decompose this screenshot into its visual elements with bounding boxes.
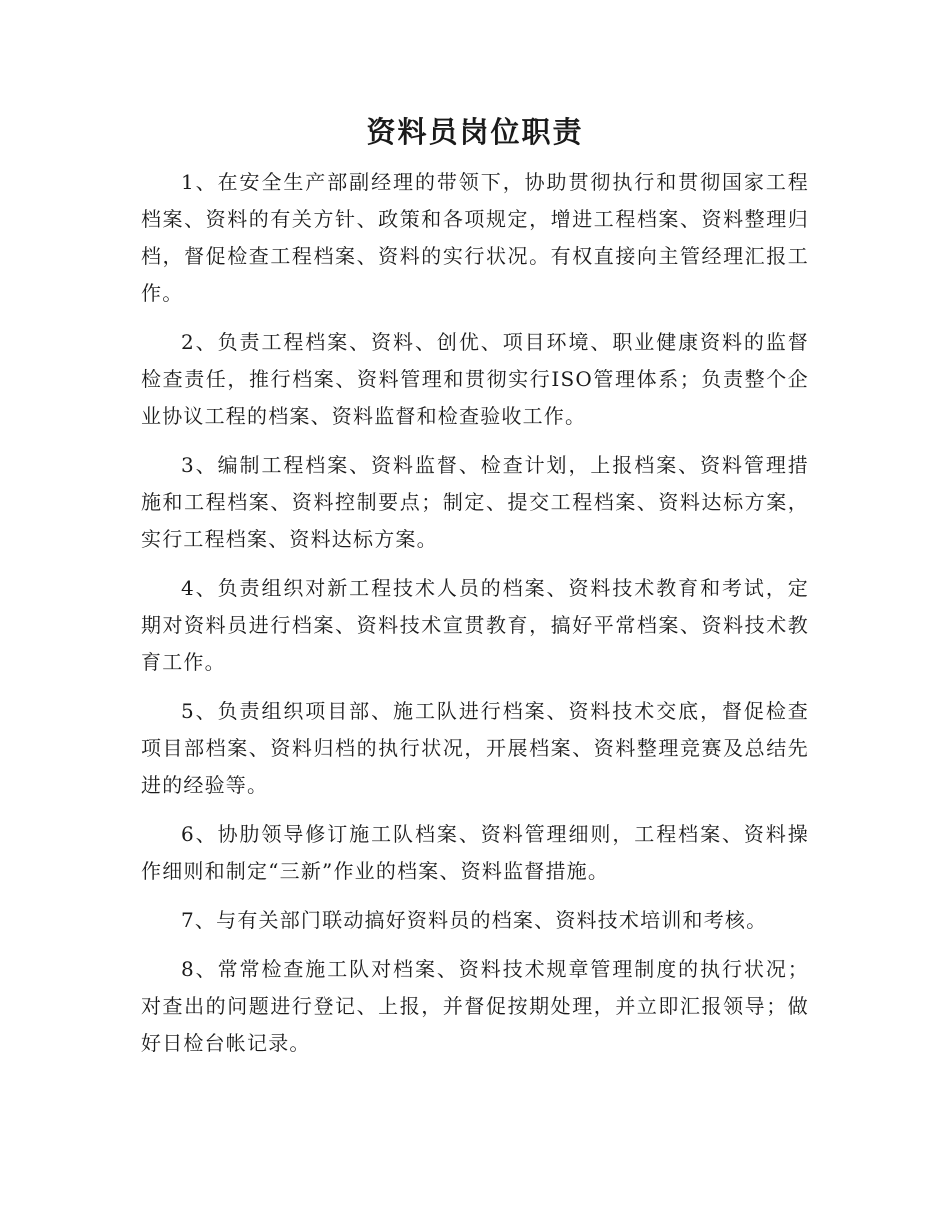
duty-paragraph-4: 4、负责组织对新工程技术人员的档案、资料技术教育和考试，定期对资料员进行档案、资料技术宣贯教育，搞好平常档案、资料技术教育工作。: [141, 576, 809, 674]
duty-paragraph-8: 8、常常检查施工队对档案、资料技术规章管理制度的执行状况；对查出的问题进行登记、上报，并督促按期处理，并立即汇报领导；做好日检台帐记录。: [141, 957, 809, 1055]
duty-paragraph-3: 3、编制工程档案、资料监督、检查计划，上报档案、资料管理措施和工程档案、资料控制要点；制定、提交工程档案、资料达标方案，实行工程档案、资料达标方案。: [141, 453, 809, 551]
duty-paragraph-7: 7、与有关部门联动搞好资料员的档案、资料技术培训和考核。: [181, 908, 768, 932]
duty-paragraph-5: 5、负责组织项目部、施工队进行档案、资料技术交底，督促检查项目部档案、资料归档的执行状况，开展档案、资料整理竞赛及总结先进的经验等。: [141, 699, 809, 797]
document-body: [141, 164, 809, 1074]
duty-paragraph-6: 6、协肋领导修订施工队档案、资料管理细则，工程档案、资料操作细则和制定“三新”作业的档案、资料监督措施。: [141, 822, 809, 883]
duty-paragraph-2: 2、负责工程档案、资料、创优、项目环境、职业健康资料的监督检查责任，推行档案、资料管理和贯彻实行ISO管理体系；负责整个企业协议工程的档案、资料监督和检查验收工作。: [141, 330, 809, 428]
page-title: 资料员岗位职责: [366, 115, 584, 149]
duty-paragraph-1: 1、在安全生产部副经理的带领下，协助贯彻执行和贯彻国家工程档案、资料的有关方针、政策和各项规定，增进工程档案、资料整理归档，督促检查工程档案、资料的实行状况。有权直接向主管经理汇报工作。: [141, 170, 809, 305]
